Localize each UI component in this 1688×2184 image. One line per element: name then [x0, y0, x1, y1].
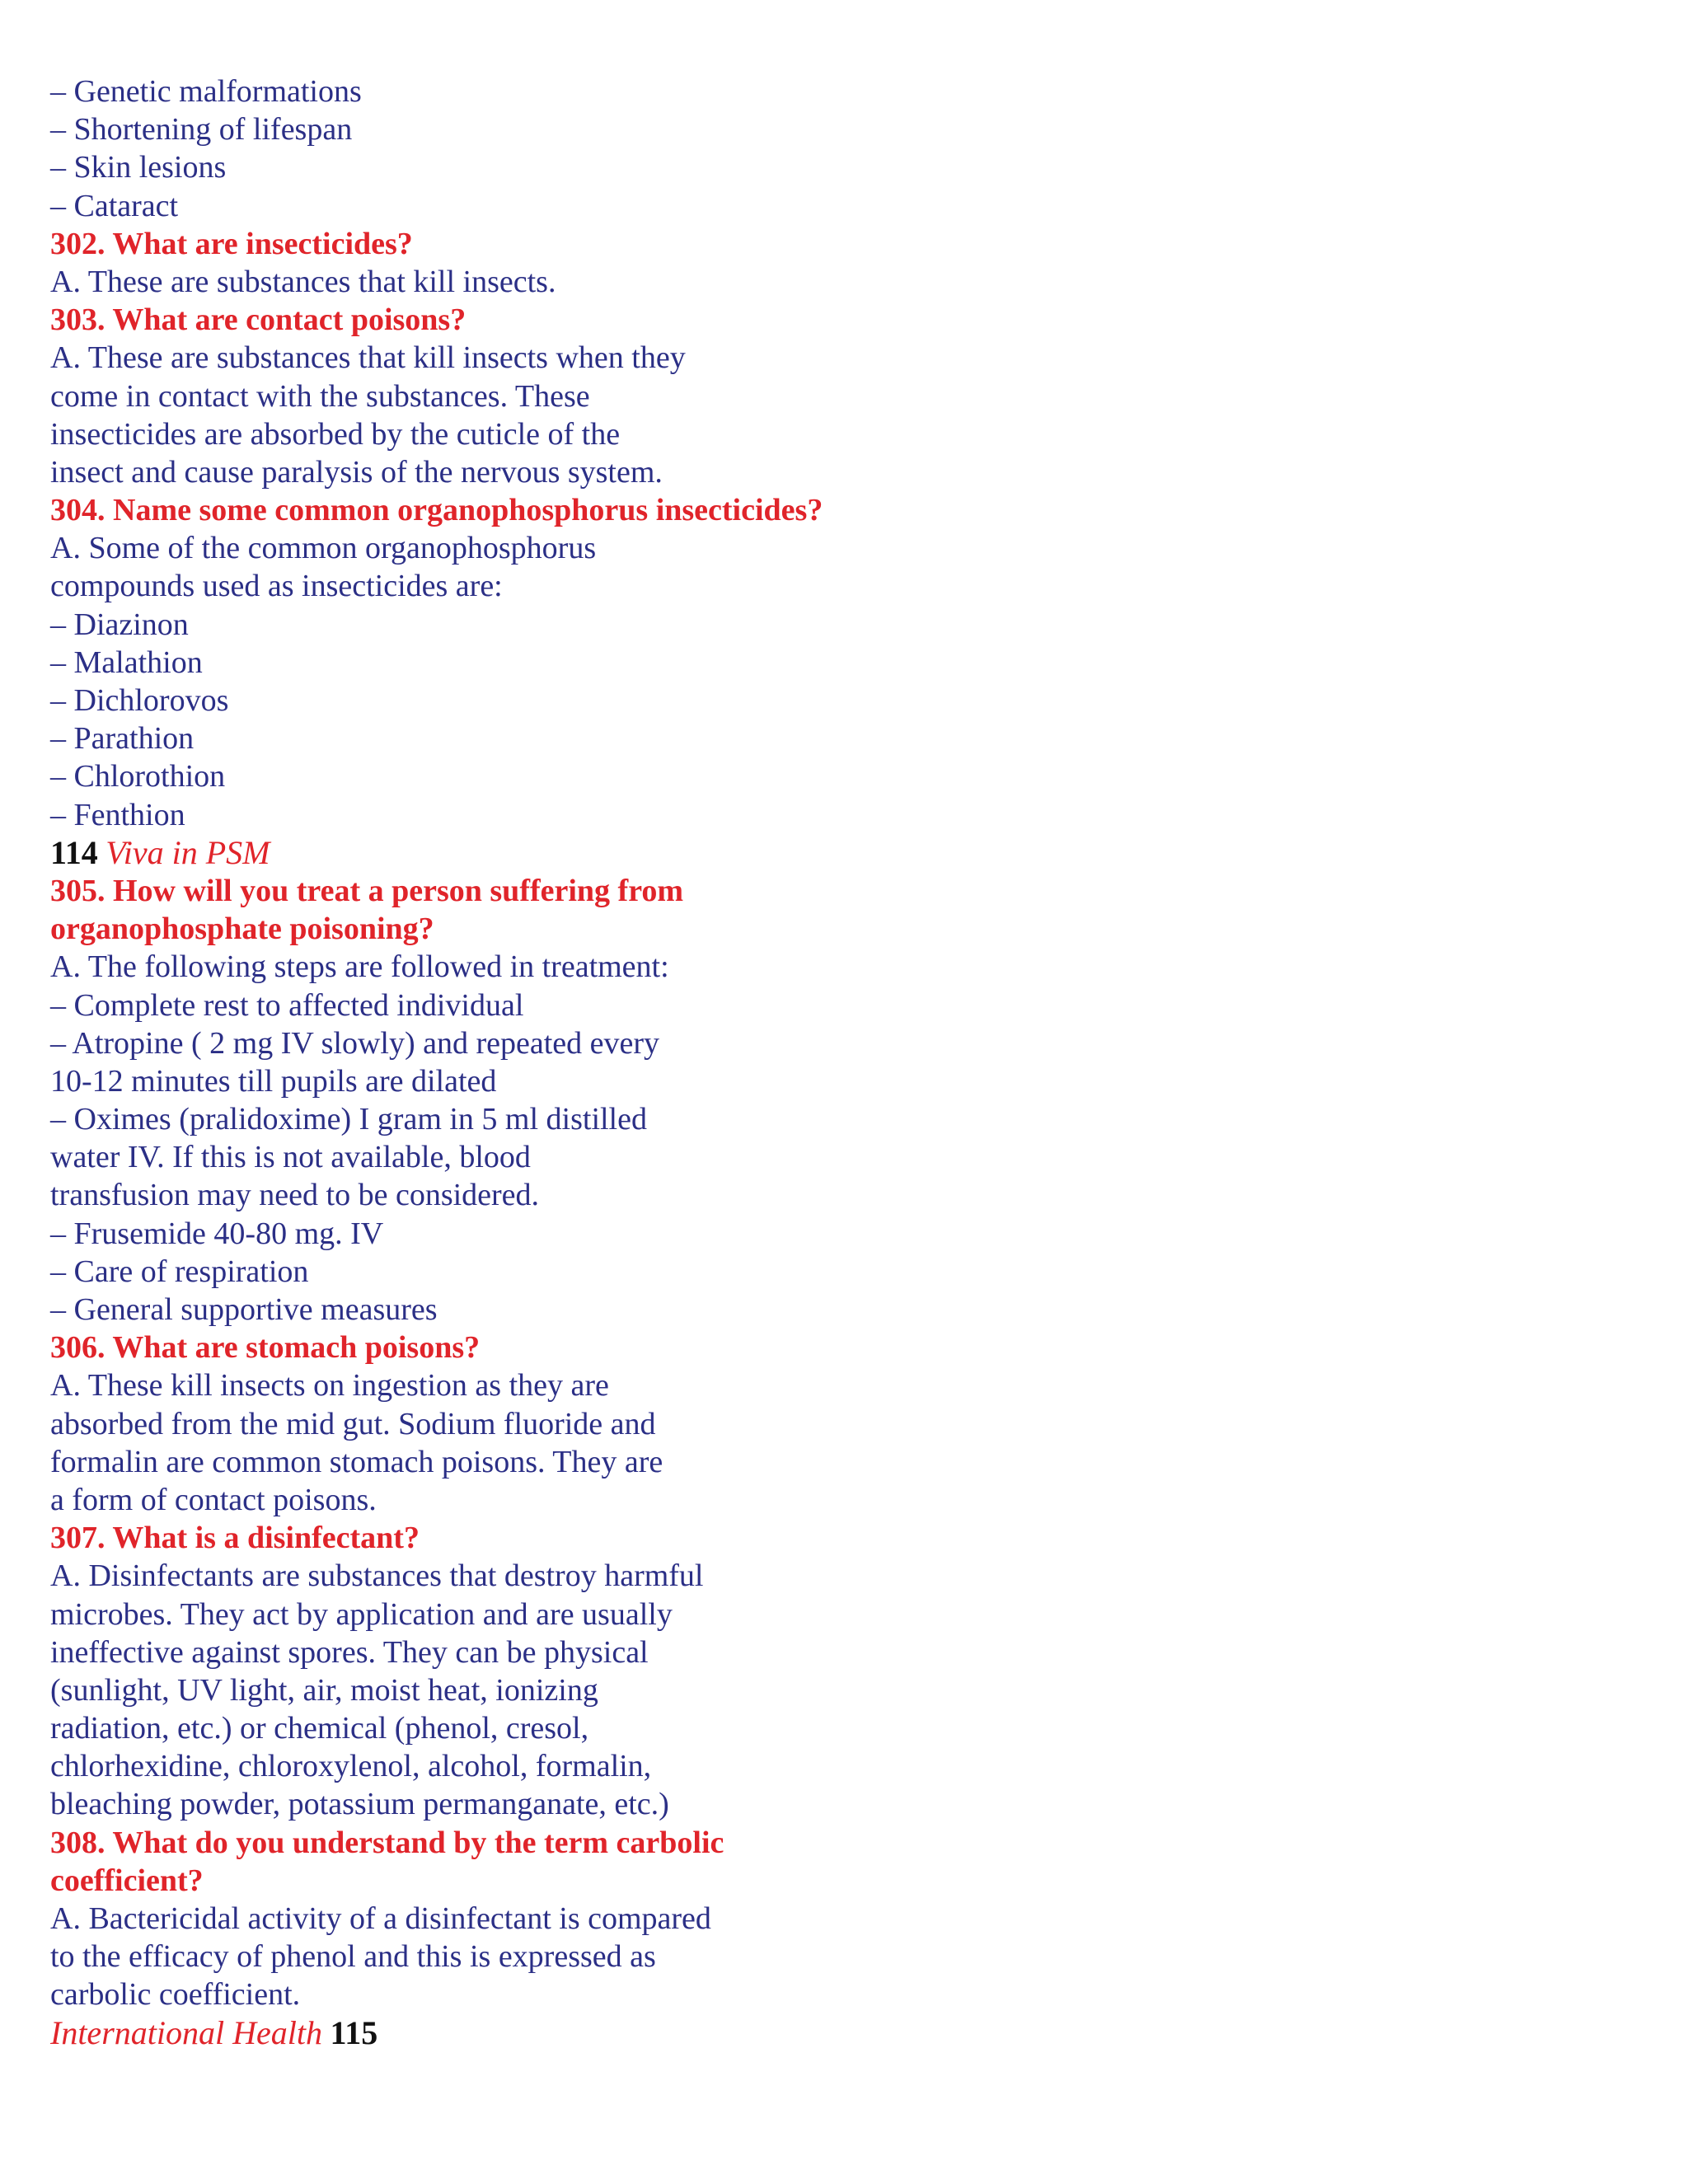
question-heading: 303. What are contact poisons?: [50, 302, 467, 338]
body-text-line: bleaching powder, potassium permanganate, etc.): [50, 1787, 669, 1822]
body-text-line: transfusion may need to be considered.: [50, 1178, 540, 1213]
body-text-line: A. These kill insects on ingestion as they are: [50, 1368, 609, 1404]
body-text-line: – Chlorothion: [50, 759, 226, 794]
question-heading: 302. What are insecticides?: [50, 226, 413, 261]
body-text-line: A. Bactericidal activity of a disinfectant is compared: [50, 1901, 711, 1936]
running-title: Viva in PSM: [106, 833, 270, 871]
body-text-line: absorbed from the mid gut. Sodium fluoride and: [50, 1406, 656, 1441]
body-text-line: 10-12 minutes till pupils are dilated: [50, 1063, 497, 1099]
document-page: [50, 73, 1666, 2052]
running-header: [50, 834, 1666, 872]
question-heading: 306. What are stomach poisons?: [50, 1330, 481, 1366]
body-text-line: ineffective against spores. They can be physical: [50, 1634, 649, 1670]
body-text-line: A. Some of the common organophosphorus: [50, 531, 597, 566]
body-text-line: – Frusemide 40-80 mg. IV: [50, 1216, 384, 1251]
page-number: 114: [50, 833, 98, 871]
body-text-line: chlorhexidine, chloroxylenol, alcohol, formalin,: [50, 1749, 652, 1784]
body-text-line: – Fenthion: [50, 797, 185, 832]
question-heading: 305. How will you treat a person suffering from: [50, 873, 684, 908]
body-text-line: insecticides are absorbed by the cuticle of the: [50, 416, 621, 452]
question-heading: 308. What do you understand by the term carbolic: [50, 1825, 724, 1860]
page-number: 115: [330, 2013, 378, 2051]
body-text-line: carbolic coefficient.: [50, 1977, 301, 2013]
body-text-line: insect and cause paralysis of the nervous system.: [50, 454, 663, 490]
body-text-line: to the efficacy of phenol and this is expressed as: [50, 1939, 656, 1975]
body-text-line: formalin are common stomach poisons. They are: [50, 1444, 663, 1479]
body-text-line: – Parathion: [50, 721, 195, 757]
body-text-line: A. These are substances that kill insects.: [50, 264, 556, 299]
body-text-line: – Genetic malformations: [50, 74, 362, 109]
question-heading: 304. Name some common organophosphorus insecticides?: [50, 493, 823, 528]
body-text-line: A. Disinfectants are substances that destroy harmful: [50, 1558, 704, 1594]
body-text-line: A. The following steps are followed in treatment:: [50, 949, 669, 985]
body-text-line: – Care of respiration: [50, 1254, 309, 1289]
body-text-line: – Atropine ( 2 mg IV slowly) and repeated every: [50, 1025, 660, 1061]
body-text-line: – Skin lesions: [50, 150, 227, 185]
body-text-line: – Dichlorovos: [50, 683, 229, 718]
question-heading: organophosphate poisoning?: [50, 912, 434, 947]
running-title: International Health: [50, 2013, 322, 2051]
body-text-line: compounds used as insecticides are:: [50, 569, 503, 604]
body-text-line: microbes. They act by application and are usually: [50, 1596, 673, 1632]
body-text-line: come in contact with the substances. These: [50, 378, 590, 414]
question-heading: coefficient?: [50, 1863, 204, 1898]
question-heading: 307. What is a disinfectant?: [50, 1521, 420, 1556]
body-text-line: – Shortening of lifespan: [50, 112, 353, 148]
body-text-line: – Diazinon: [50, 607, 189, 642]
body-text-line: – General supportive measures: [50, 1292, 438, 1327]
body-text-line: – Complete rest to affected individual: [50, 987, 524, 1023]
body-text-line: radiation, etc.) or chemical (phenol, cresol,: [50, 1711, 589, 1746]
body-text-line: (sunlight, UV light, air, moist heat, ionizing: [50, 1672, 598, 1708]
body-text-line: – Oximes (pralidoxime) I gram in 5 ml distilled: [50, 1102, 647, 1137]
body-text-line: – Malathion: [50, 644, 203, 680]
body-text-line: a form of contact poisons.: [50, 1482, 377, 1517]
body-text-line: – Cataract: [50, 188, 179, 223]
body-text-line: water IV. If this is not available, blood: [50, 1140, 531, 1175]
running-header: [50, 2014, 1666, 2052]
body-text-line: A. These are substances that kill insects when they: [50, 340, 686, 376]
